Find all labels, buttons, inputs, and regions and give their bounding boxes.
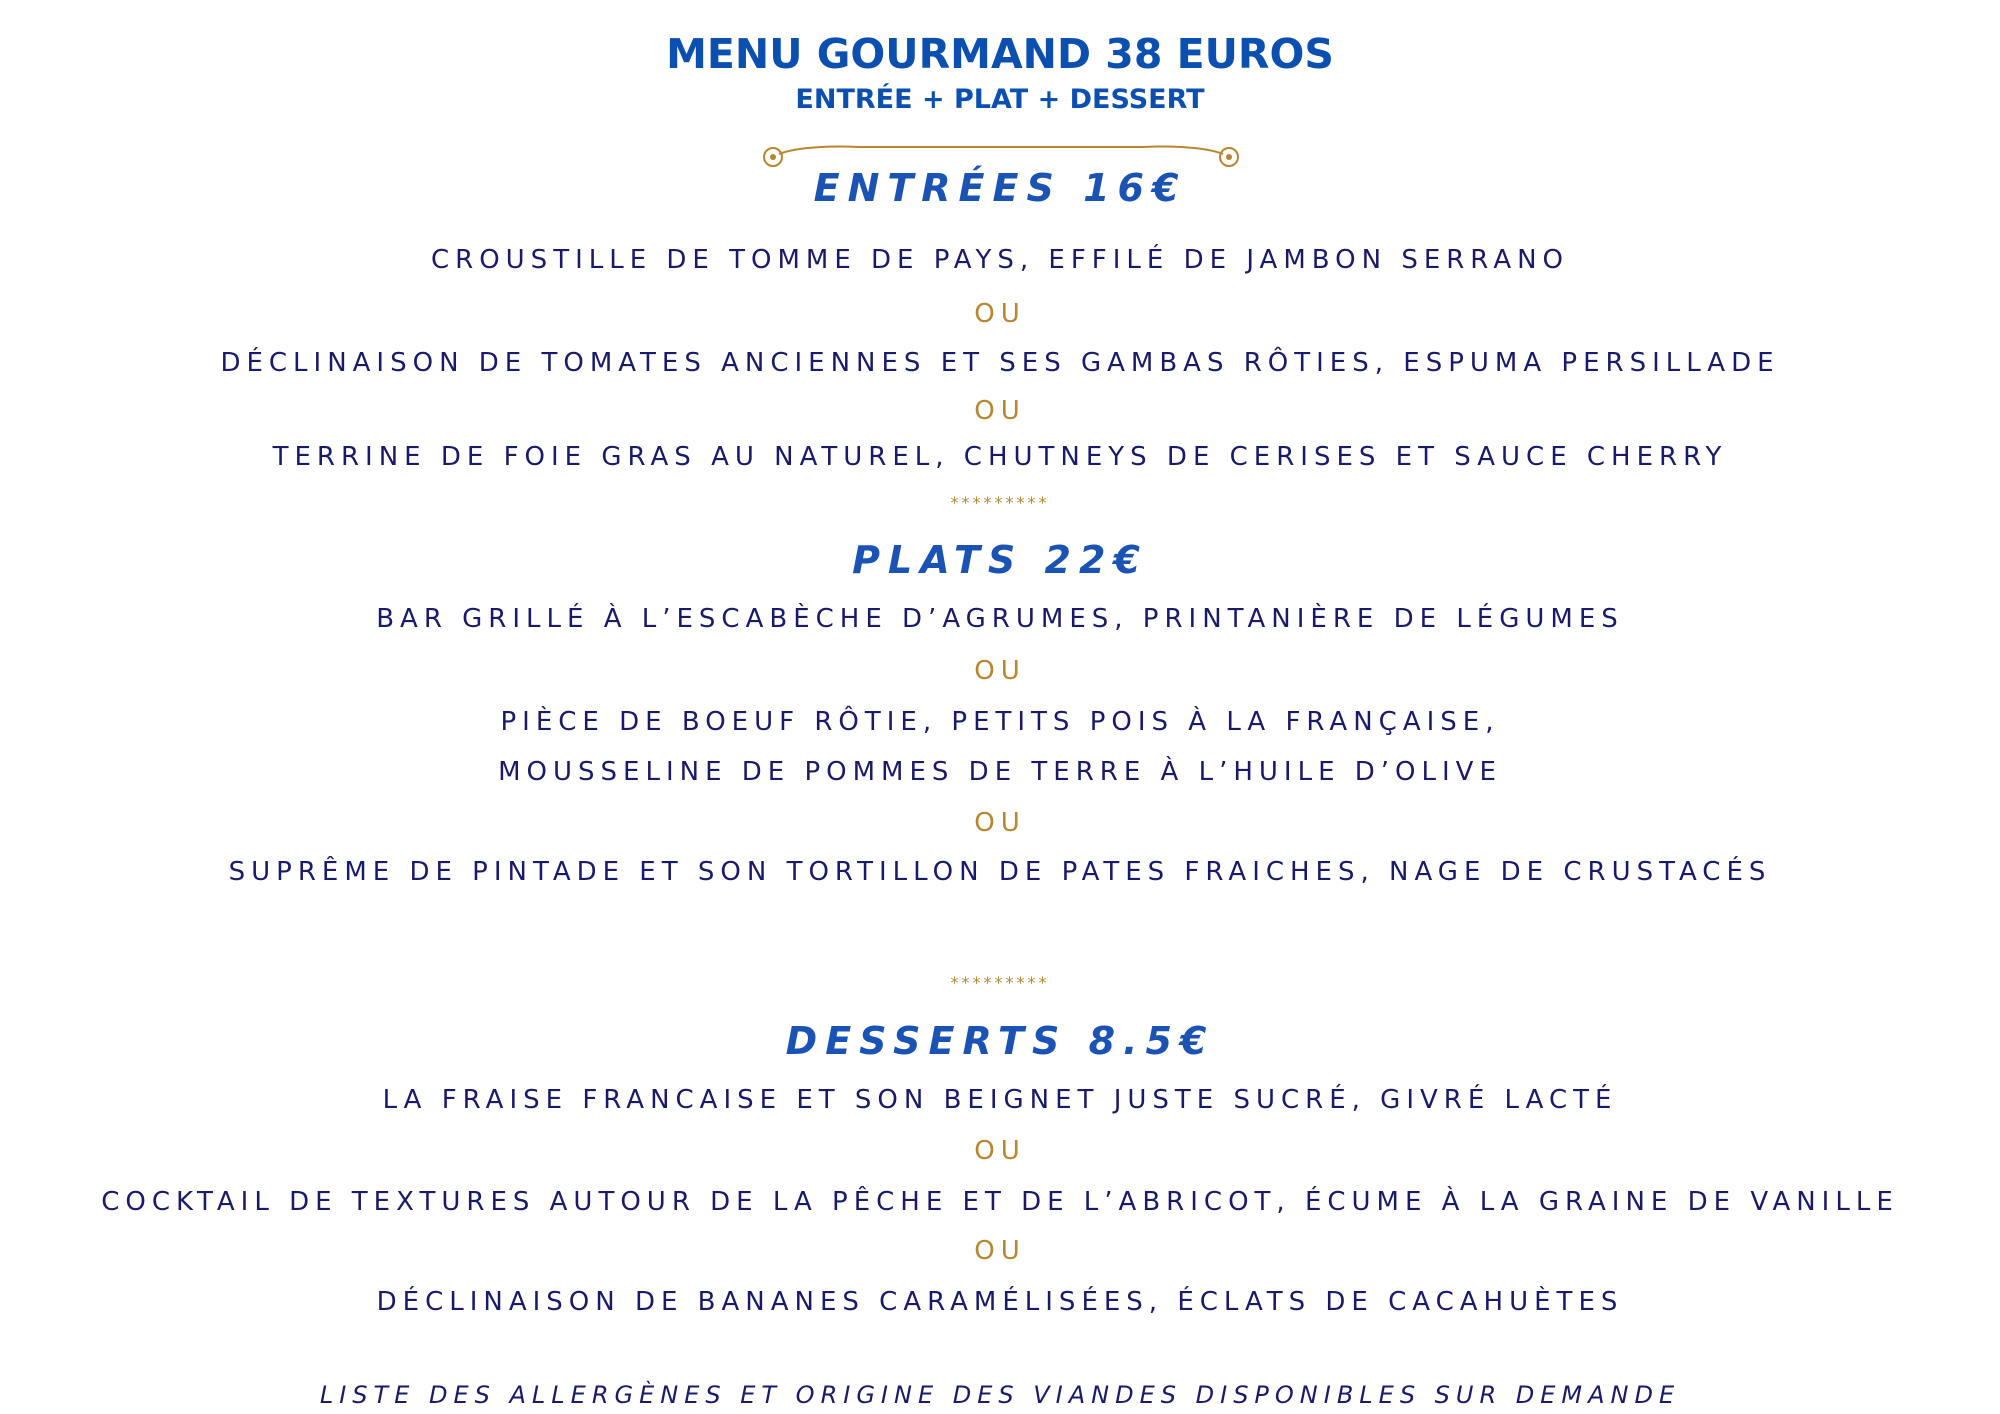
section-heading-plats: PLATS 22€ — [852, 538, 1148, 582]
star-separator: ********* — [950, 493, 1050, 512]
or-separator: OU — [974, 299, 1026, 329]
plat-item-continued: MOUSSELINE DE POMMES DE TERRE À L’HUILE D’OLIVE — [498, 757, 1502, 787]
or-separator: OU — [974, 396, 1026, 426]
or-separator: OU — [974, 1236, 1026, 1266]
allergen-note: LISTE DES ALLERGÈNES ET ORIGINE DES VIANDES DISPONIBLES SUR DEMANDE — [319, 1381, 1681, 1409]
menu-title: MENU GOURMAND 38 EUROS — [666, 30, 1334, 78]
entree-item: CROUSTILLE DE TOMME DE PAYS, EFFILÉ DE JAMBON SERRANO — [430, 245, 1570, 275]
dessert-item: COCKTAIL DE TEXTURES AUTOUR DE LA PÊCHE ET DE L’ABRICOT, ÉCUME À LA GRAINE DE VANILLE — [101, 1187, 1899, 1217]
or-separator: OU — [974, 808, 1026, 838]
entree-item: TERRINE DE FOIE GRAS AU NATUREL, CHUTNEYS DE CERISES ET SAUCE CHERRY — [272, 442, 1728, 472]
plat-item: BAR GRILLÉ À L’ESCABÈCHE D’AGRUMES, PRINTANIÈRE DE LÉGUMES — [376, 604, 1624, 634]
or-separator: OU — [974, 656, 1026, 686]
plat-item: PIÈCE DE BOEUF RÔTIE, PETITS POIS À LA FRANÇAISE, — [500, 707, 1500, 737]
dessert-item: LA FRAISE FRANCAISE ET SON BEIGNET JUSTE SUCRÉ, GIVRÉ LACTÉ — [382, 1085, 1618, 1115]
plat-item: SUPRÊME DE PINTADE ET SON TORTILLON DE PATES FRAICHES, NAGE DE CRUSTACÉS — [228, 857, 1772, 887]
section-heading-desserts: DESSERTS 8.5€ — [785, 1019, 1215, 1063]
menu-subtitle: ENTRÉE + PLAT + DESSERT — [795, 84, 1205, 115]
dessert-item: DÉCLINAISON DE BANANES CARAMÉLISÉES, ÉCLATS DE CACAHUÈTES — [376, 1287, 1624, 1317]
star-separator: ********* — [950, 973, 1050, 992]
or-separator: OU — [974, 1136, 1026, 1166]
section-heading-entrees: ENTRÉES 16€ — [813, 166, 1187, 210]
entree-item: DÉCLINAISON DE TOMATES ANCIENNES ET SES GAMBAS RÔTIES, ESPUMA PERSILLADE — [220, 348, 1780, 378]
